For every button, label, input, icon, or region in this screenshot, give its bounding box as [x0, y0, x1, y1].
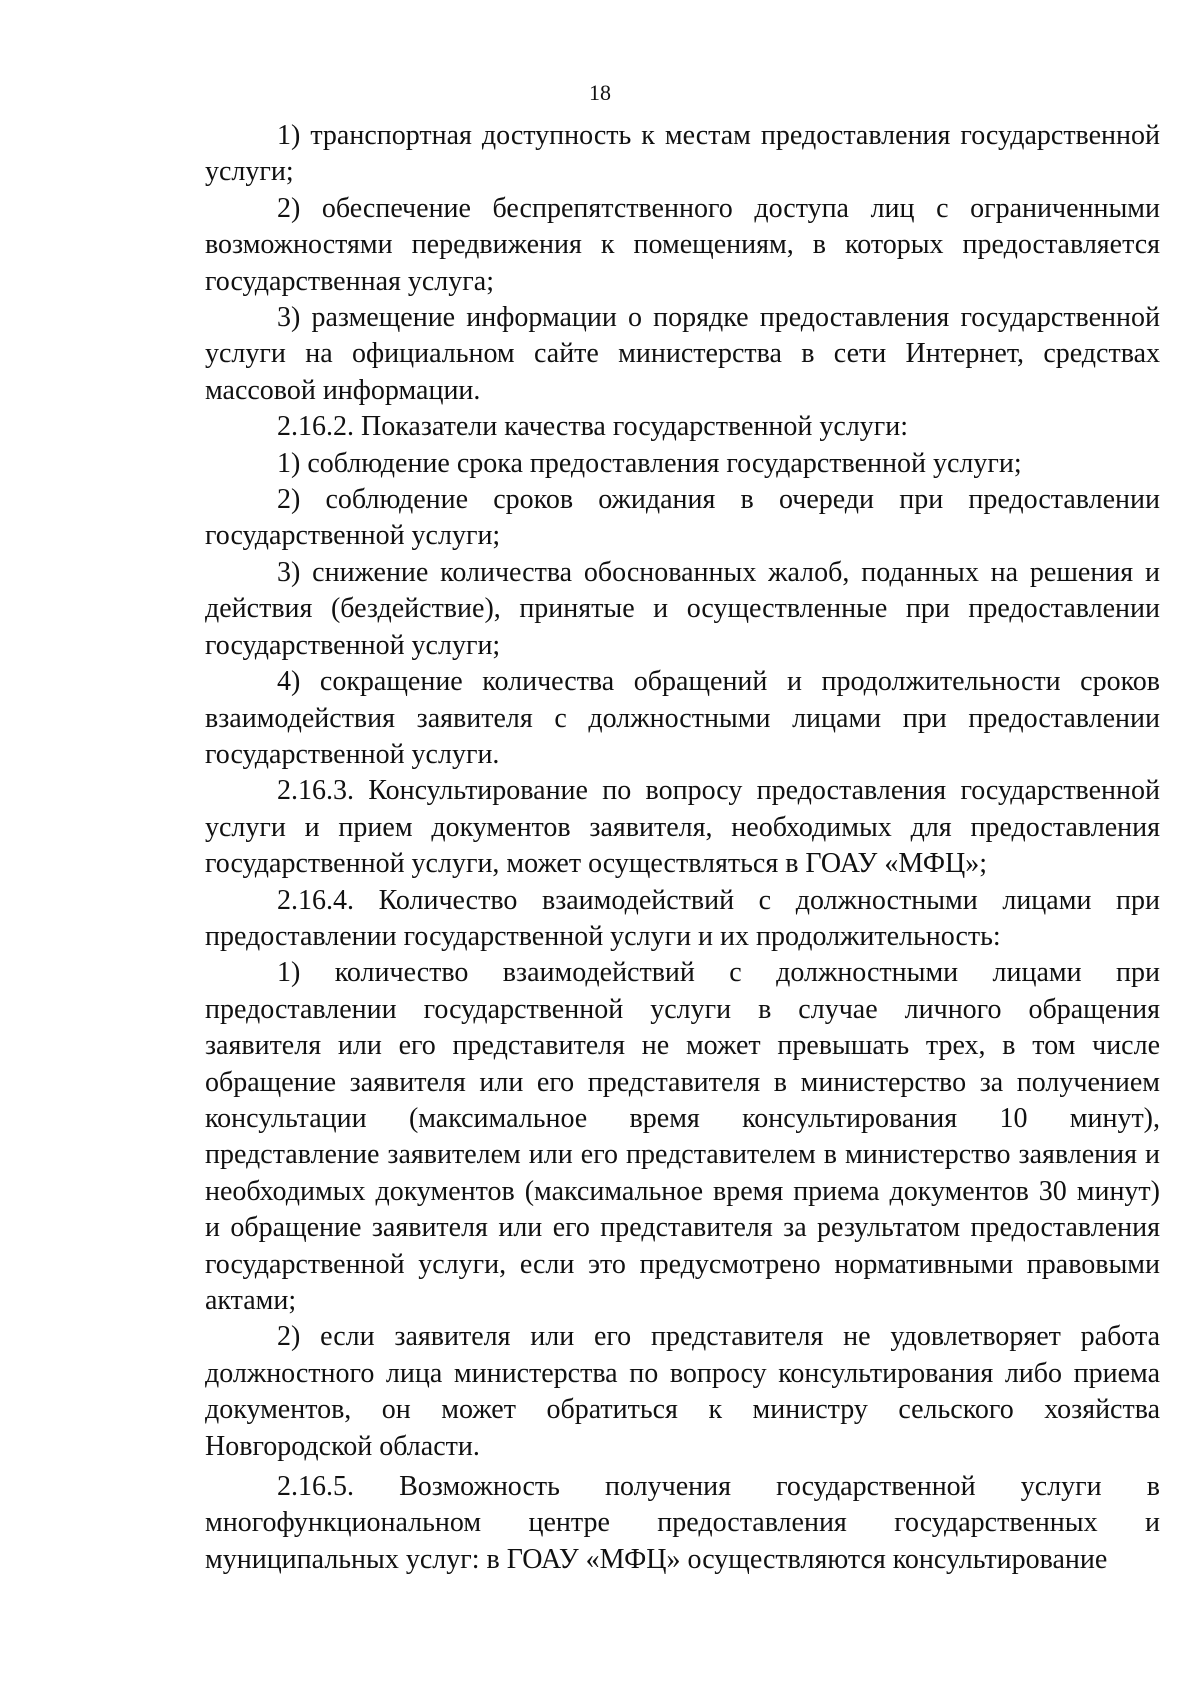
paragraph-2-16-5-mfc: 2.16.5. Возможность получения государственной услуги в многофункциональном центре предоставления государственных и муниципальных услуг: в ГОАУ «МФЦ» осуществляются консультирование [205, 1471, 1160, 1575]
paragraph-queue-waiting-time: 2) соблюдение сроков ожидания в очереди при предоставлении государственной услуги; [205, 484, 1160, 552]
paragraph-information-placement: 3) размещение информации о порядке предоставления государственной услуги на официальном сайте министерства в сети Интернет, средствах массовой информации. [205, 302, 1160, 406]
section-heading-2-16-2: 2.16.2. Показатели качества государственной услуги: [277, 411, 909, 443]
paragraph-deadline-compliance: 1) соблюдение срока предоставления государственной услуги; [277, 447, 1022, 479]
paragraph-complaints-reduction: 3) снижение количества обоснованных жалоб, поданных на решения и действия (бездействие), принятые и осуществленные при предоставлении государственной услуги; [205, 556, 1160, 661]
paragraph-2-16-3-consulting: 2.16.3. Консультирование по вопросу предоставления государственной услуги и прием документов заявителя, необходимых для предоставления государственной услуги, может осуществляться в ГОАУ «МФЦ»; [205, 775, 1160, 880]
paragraph-barrier-free-access: 2) обеспечение беспрепятственного доступа лиц с ограниченными возможностями передвижения к помещениям, в которых предоставляется государственная услуга; [205, 192, 1160, 297]
paragraph-2-16-4-interactions: 2.16.4. Количество взаимодействий с должностными лицами при предоставлении государственной услуги и их продолжительность: [205, 884, 1160, 952]
page-number: 18 [589, 80, 611, 105]
paragraph-interactions-count: 1) количество взаимодействий с должностными лицами при предоставлении государственной услуги в случае личного обращения заявителя или его представителя не может превышать трех, в том числе обращение заявителя или его представителя в министерство за получением консультации (максимальное время консультирования 10 минут), представление заявителем или его представителем в министерство заявления и необходимых документов (максимальное время приема документов 30 минут) и обращение заявителя или его представителя за результатом предоставления государственной услуги, если это предусмотрено нормативными правовыми актами; [205, 957, 1160, 1316]
paragraph-transport-accessibility: 1) транспортная доступность к местам предоставления государственной услуги; [205, 120, 1160, 188]
document-body [205, 118, 1160, 1578]
paragraph-appeal-to-minister: 2) если заявителя или его представителя не удовлетворяет работа должностного лица министерства по вопросу консультирования либо приема документов, он может обратиться к министру сельского хозяйства Новгородской области. [205, 1321, 1160, 1462]
paragraph-interactions-reduction: 4) сокращение количества обращений и продолжительности сроков взаимодействия заявителя с должностными лицами при предоставлении государственной услуги. [205, 666, 1160, 770]
